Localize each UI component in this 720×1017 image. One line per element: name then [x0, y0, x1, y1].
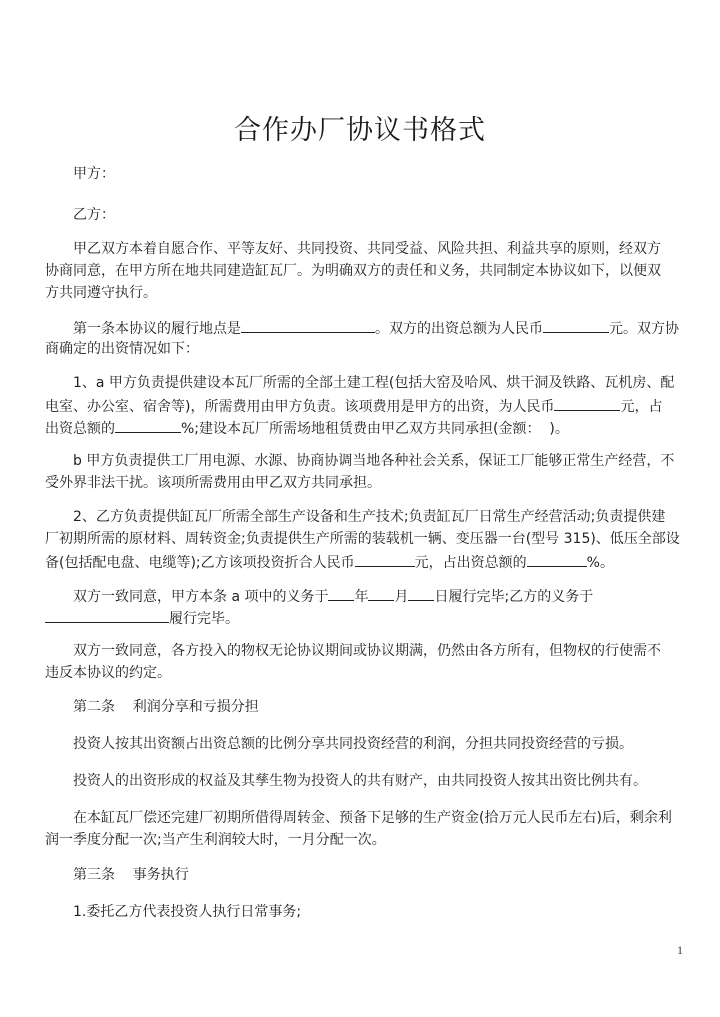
- item1a-line-2: [45, 396, 662, 416]
- location-blank[interactable]: [241, 318, 375, 333]
- article2-p3-line-1: 在本缸瓦厂偿还完建厂初期所借得周转金、预备下足够的生产资金(拾万元人民币左右)后，剩余利: [73, 810, 672, 826]
- article3-heading: 第三条 事务执行: [73, 867, 189, 883]
- item2-line-1: 2、乙方负责提供缸瓦厂所需全部生产设备和生产技术;负责缸瓦厂日常生产经营活动;负责提供建: [73, 509, 666, 525]
- text: 元，占: [620, 399, 663, 415]
- total-amount-blank[interactable]: [543, 318, 609, 333]
- item1b-line-1: b 甲方负责提供工厂用电源、水源、协商协调当地各种社会关系，保证工厂能够正常生产经营，不: [73, 453, 675, 469]
- party-b-label: 乙方：: [73, 207, 115, 223]
- intro-line-1: 甲乙双方本着自愿合作、平等友好、共同投资、共同受益、风险共担、利益共享的原则，经双方: [73, 241, 661, 257]
- text: 出资总额的: [45, 421, 115, 437]
- month-blank[interactable]: [368, 586, 394, 601]
- article1-line-1: [73, 318, 679, 338]
- party-a-percent-blank[interactable]: [115, 418, 181, 433]
- article2-p1: 投资人按其出资额占出资总额的比例分享共同投资经营的利润，分担共同投资经营的亏损。: [73, 736, 633, 752]
- item2-line-2: 厂初期所需的原材料、周转资金;负责提供生产所需的装载机一辆、变压器一台(型号 315)、低压全部设: [45, 531, 680, 547]
- article3-item1: 1.委托乙方代表投资人执行日常事务;: [73, 904, 302, 920]
- page-number: 1: [677, 943, 683, 957]
- text: 电室、办公室、宿舍等)，所需费用由甲方负责。该项费用是甲方的出资，为人民币: [45, 399, 555, 415]
- text: 履行完毕。: [169, 611, 239, 627]
- agreement1-line-2: [45, 608, 239, 628]
- text: 月: [394, 589, 409, 605]
- text: 元，占出资总额的: [414, 555, 527, 571]
- text: 双方一致同意，甲方本条 a 项中的义务于: [73, 589, 329, 605]
- article2-p3-line-2: 润一季度分配一次;当产生利润较大时，一月分配一次。: [45, 832, 386, 848]
- party-a-amount-blank[interactable]: [554, 396, 620, 411]
- party-a-label: 甲方：: [73, 166, 115, 182]
- party-b-date-blank[interactable]: [45, 608, 169, 623]
- agreement2-line-1: 双方一致同意，各方投入的物权无论协议期间或协议期满，仍然由各方所有，但物权的行使需不: [73, 643, 661, 659]
- agreement2-line-2: 违反本协议的约定。: [45, 665, 171, 681]
- party-b-percent-blank[interactable]: [527, 552, 587, 567]
- party-b-amount-blank[interactable]: [355, 552, 415, 567]
- text: 备(包括配电盘、电缆等);乙方该项投资折合人民币: [45, 555, 355, 571]
- text: %;建设本瓦厂所需场地租赁费由甲乙双方共同承担(金额： )。: [181, 421, 569, 437]
- intro-line-3: 方共同遵守执行。: [45, 285, 157, 301]
- article2-heading: 第二条 利润分享和亏损分担: [73, 699, 259, 715]
- item1a-line-3: [45, 418, 569, 438]
- text: 。双方的出资总额为人民币: [375, 321, 543, 337]
- article2-p2: 投资人的出资形成的权益及其孳生物为投资人的共有财产，由共同投资人按其出资比例共有。: [73, 773, 647, 789]
- agreement1-line-1: [73, 586, 593, 606]
- text: %。: [586, 555, 614, 571]
- year-blank[interactable]: [328, 586, 354, 601]
- item2-line-3: [45, 552, 614, 572]
- intro-line-2: 协商同意，在甲方所在地共同建造缸瓦厂。为明确双方的责任和义务，共同制定本协议如下，以便双: [45, 263, 661, 279]
- item1a-line-1: 1、a 甲方负责提供建设本瓦厂所需的全部土建工程(包括大窑及哈风、烘干洞及铁路、瓦机房、配: [73, 375, 675, 391]
- item1b-line-2: 受外界非法干扰。该项所需费用由甲乙双方共同承担。: [45, 475, 381, 491]
- text: 第一条本协议的履行地点是: [73, 321, 241, 337]
- document-title: 合作办厂协议书格式: [234, 115, 486, 146]
- text: 日履行完毕;乙方的义务于: [434, 589, 594, 605]
- text: 元。双方协: [609, 321, 679, 337]
- text: 年: [354, 589, 369, 605]
- day-blank[interactable]: [408, 586, 434, 601]
- article1-line-2: 商确定的出资情况如下：: [45, 341, 199, 357]
